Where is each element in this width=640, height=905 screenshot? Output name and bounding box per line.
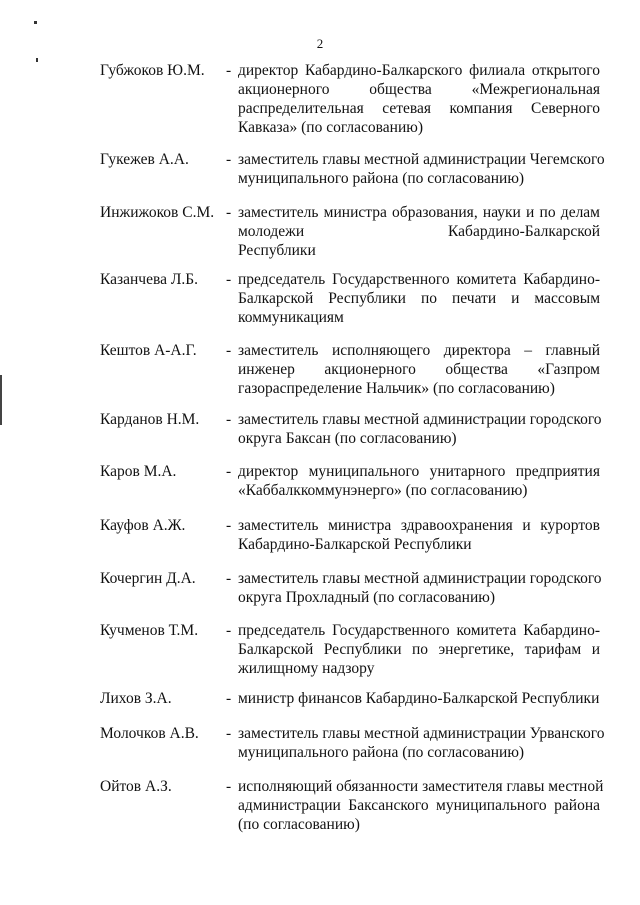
position-line: муниципального района (по согласованию) xyxy=(238,170,525,187)
member-name: Молочков А.В. xyxy=(100,725,199,742)
position-line: администрации Баксанского муниципального района xyxy=(238,797,600,814)
position-line: распределительная сетевая компания Северного xyxy=(238,100,600,117)
position-line: Кавказа» (по согласованию) xyxy=(238,119,423,136)
member-name: Инжижоков С.М. xyxy=(100,204,215,221)
list-item xyxy=(0,569,640,606)
position-line: молодежи Кабардино-Балкарской xyxy=(238,223,600,240)
member-position xyxy=(238,569,600,607)
member-position xyxy=(238,410,600,448)
list-item xyxy=(0,621,640,677)
position-line: директор Кабардино-Балкарского филиала открытого xyxy=(238,62,600,79)
list-item xyxy=(0,516,640,553)
dash-separator: - xyxy=(226,517,232,534)
scan-mark-dot xyxy=(34,21,37,24)
member-position xyxy=(238,270,600,327)
member-position xyxy=(238,689,600,708)
position-line: коммуникациям xyxy=(238,309,344,326)
list-item xyxy=(0,203,640,259)
dash-separator: - xyxy=(226,204,232,221)
dash-separator: - xyxy=(226,570,232,587)
position-line: (по согласованию) xyxy=(238,816,360,833)
position-line: муниципального района (по согласованию) xyxy=(238,744,525,761)
member-name: Кочергин Д.А. xyxy=(100,570,196,587)
position-line: газораспределение Нальчик» (по согласованию) xyxy=(238,380,555,397)
list-item xyxy=(0,61,640,136)
position-line: заместитель министра образования, науки и по делам xyxy=(238,204,600,221)
position-line: акционерного общества «Межрегиональная xyxy=(238,81,600,98)
position-line: заместитель исполняющего директора – главный xyxy=(238,342,600,359)
member-name: Казанчева Л.Б. xyxy=(100,271,199,288)
position-line: заместитель главы местной администрации городского xyxy=(238,570,602,587)
member-name: Губжоков Ю.М. xyxy=(100,62,205,79)
dash-separator: - xyxy=(226,463,232,480)
member-name: Кучменов Т.М. xyxy=(100,622,199,639)
position-line: «Каббалккоммунэнерго» (по согласованию) xyxy=(238,482,528,499)
position-line: директор муниципального унитарного предприятия xyxy=(238,463,600,480)
dash-separator: - xyxy=(226,778,232,795)
dash-separator: - xyxy=(226,151,232,168)
dash-separator: - xyxy=(226,62,232,79)
position-line: заместитель главы местной администрации Урванского xyxy=(238,725,605,742)
member-position xyxy=(238,61,600,137)
position-line: Балкарской Республики по печати и массовым xyxy=(238,290,600,307)
member-position xyxy=(238,150,605,188)
position-line: министр финансов Кабардино-Балкарской Республики xyxy=(238,690,600,707)
position-line: заместитель главы местной администрации городского xyxy=(238,411,602,428)
member-name: Кауфов А.Ж. xyxy=(100,517,186,534)
page-number: 2 xyxy=(316,36,324,51)
list-item xyxy=(0,341,640,397)
position-line: Кабардино-Балкарской Республики xyxy=(238,536,472,553)
position-line: председатель Государственного комитета Кабардино- xyxy=(238,271,600,288)
member-name: Кештов А-А.Г. xyxy=(100,342,197,359)
position-line: округа Баксан (по согласованию) xyxy=(238,430,457,447)
member-position xyxy=(238,516,600,554)
list-item xyxy=(0,462,640,499)
dash-separator: - xyxy=(226,411,232,428)
dash-separator: - xyxy=(226,690,232,707)
dash-separator: - xyxy=(226,271,232,288)
member-name: Ойтов А.З. xyxy=(100,778,172,795)
position-line: жилищному надзору xyxy=(238,660,375,677)
position-line: исполняющий обязанности заместителя главы местной xyxy=(238,778,604,795)
list-item xyxy=(0,150,640,187)
position-line: округа Прохладный (по согласованию) xyxy=(238,589,495,606)
dash-separator: - xyxy=(226,342,232,359)
list-item xyxy=(0,689,640,711)
position-line: Балкарской Республики по энергетике, тарифам и xyxy=(238,641,600,658)
list-item xyxy=(0,410,640,447)
member-name: Лихов З.А. xyxy=(100,690,172,707)
position-line: Республики xyxy=(238,242,316,259)
position-line: заместитель главы местной администрации Чегемского xyxy=(238,151,605,168)
member-position xyxy=(238,621,600,678)
list-item xyxy=(0,777,640,833)
member-name: Гукежев А.А. xyxy=(100,151,189,168)
dash-separator: - xyxy=(226,725,232,742)
list-item xyxy=(0,270,640,326)
member-name: Каров М.А. xyxy=(100,463,177,480)
member-name: Карданов Н.М. xyxy=(100,411,200,428)
position-line: инженер акционерного общества «Газпром xyxy=(238,361,600,378)
member-position xyxy=(238,724,605,762)
member-position xyxy=(238,203,600,260)
list-item xyxy=(0,724,640,761)
position-line: заместитель министра здравоохранения и курортов xyxy=(238,517,600,534)
member-position xyxy=(238,462,600,500)
member-position xyxy=(238,777,604,834)
member-position xyxy=(238,341,600,398)
dash-separator: - xyxy=(226,622,232,639)
position-line: председатель Государственного комитета Кабардино- xyxy=(238,622,600,639)
